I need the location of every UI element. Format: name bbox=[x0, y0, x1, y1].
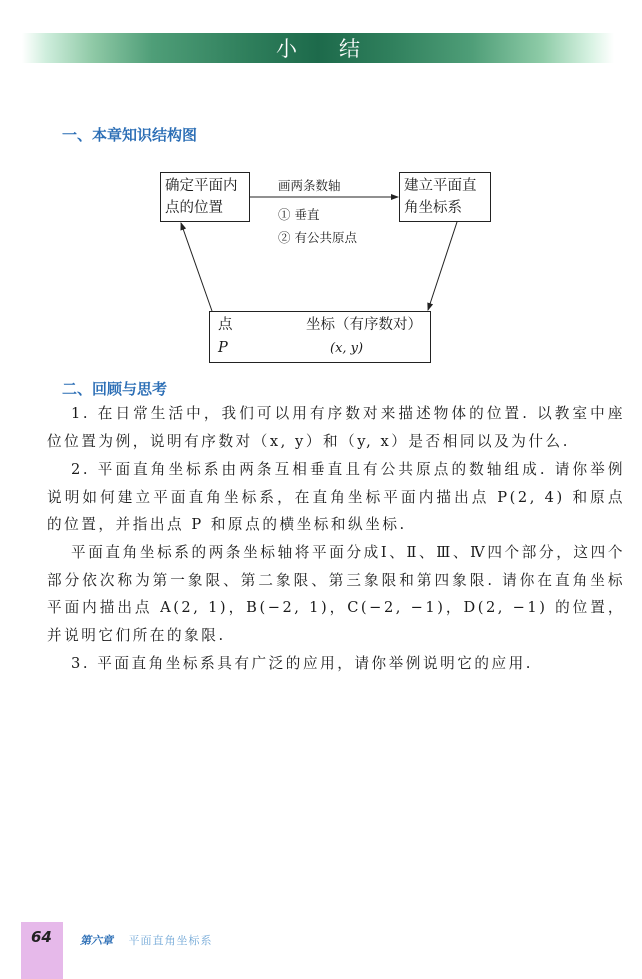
box-line: 角坐标系 bbox=[404, 200, 462, 216]
question-2-quadrants: 平面直角坐标系的两条坐标轴将平面分成Ⅰ、Ⅱ、Ⅲ、Ⅳ四个部分，这四个部分依次称为第一象限、第二象限、第三象限和第四象限. 请你在直角坐标平面内描出点 A(2, 1)，B(−2, 1)，C(−2, −1)，D(2, −1) 的位置，并说明它们所在的象限. bbox=[47, 544, 625, 644]
section-heading-structure: 一、本章知识结构图 bbox=[62, 126, 198, 144]
condition-perpendicular: ① 垂直 bbox=[278, 207, 320, 222]
page-number: 64 bbox=[31, 928, 52, 946]
box-determine-point-position bbox=[160, 172, 250, 222]
question-1: 1. 在日常生活中，我们可以用有序数对来描述物体的位置. 以教室中座位位置为例，说明有序数对（x, y）和（y, x）是否相同以及为什么. bbox=[47, 405, 625, 450]
coordinate-label: 坐标（有序数对） bbox=[306, 317, 422, 333]
chapter-number: 第六章 bbox=[80, 934, 113, 947]
box-build-coordinate-system bbox=[399, 172, 491, 222]
box-line: 建立平面直 bbox=[404, 178, 477, 194]
box-line: 点的位置 bbox=[165, 200, 223, 216]
point-symbol: P bbox=[218, 340, 228, 356]
box-line: 确定平面内 bbox=[165, 178, 238, 194]
box-point-coordinate-correspondence bbox=[209, 311, 431, 363]
question-3: 3. 平面直角坐标系具有广泛的应用，请你举例说明它的应用. bbox=[71, 655, 533, 672]
section-banner bbox=[22, 33, 614, 63]
arrow-label-draw-axes: 画两条数轴 bbox=[278, 178, 341, 193]
banner-title: 小结 bbox=[276, 37, 402, 61]
footer-chapter-info bbox=[80, 932, 213, 948]
coordinate-pair: (x, y) bbox=[330, 341, 364, 356]
point-label: 点 bbox=[218, 317, 233, 333]
question-2: 2. 平面直角坐标系由两条互相垂直且有公共原点的数轴组成. 请你举例说明如何建立平面直角坐标系，在直角坐标平面内描出点 P(2, 4) 和原点的位置，并指出点 P 和原点的横坐标和纵坐标. bbox=[47, 461, 625, 533]
page-number-tab bbox=[21, 922, 63, 979]
condition-common-origin: ② 有公共原点 bbox=[278, 230, 357, 245]
section-heading-review: 二、回顾与思考 bbox=[62, 380, 168, 398]
chapter-title: 平面直角坐标系 bbox=[128, 934, 213, 947]
